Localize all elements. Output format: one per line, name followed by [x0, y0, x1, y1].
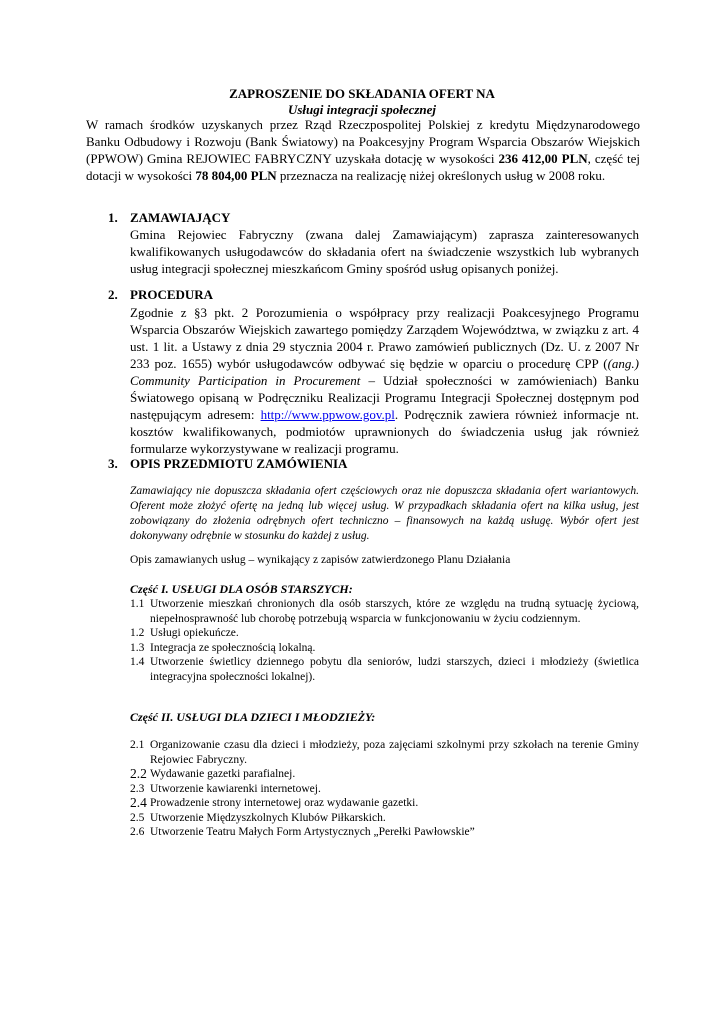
- item-text: Organizowanie czasu dla dzieci i młodzieży, poza zajęciami szkolnymi przy szkołach na terenie Gminy Rejowiec Fabryczny.: [150, 739, 639, 766]
- section-2-title: PROCEDURA: [130, 287, 214, 302]
- item-text: Usługi opiekuńcze.: [150, 627, 239, 639]
- section-1-number: 1.: [108, 210, 118, 225]
- item-number: 2.4: [130, 795, 147, 810]
- item-number: 1.4: [130, 656, 145, 668]
- list-item: [130, 655, 639, 684]
- list-item: [130, 626, 639, 641]
- item-text: Wydawanie gazetki parafialnej.: [150, 768, 296, 780]
- intro-text-2: , część tej dotacji w wysokości: [86, 151, 641, 183]
- section-2-body: [130, 304, 639, 457]
- section-3-description: Opis zamawianych usług – wynikający z zapisów zatwierdzonego Planu Działania: [130, 554, 511, 566]
- intro-text-3: przeznacza na realizację niżej określonych usług w 2008 roku.: [279, 168, 606, 183]
- part-2-heading: Część II. USŁUGI DLA DZIECI I MŁODZIEŻY:: [130, 710, 376, 724]
- section-2-heading: [108, 287, 213, 303]
- item-number: 1.2: [130, 627, 145, 639]
- list-item: [130, 796, 639, 811]
- item-number: 2.5: [130, 811, 145, 824]
- part-2-list: [130, 738, 639, 840]
- document-subtitle: Usługi integracji społecznej: [287, 102, 437, 117]
- part-1-heading: Część I. USŁUGI DLA OSÓB STARSZYCH:: [130, 582, 353, 596]
- ppwow-link[interactable]: http://www.ppwow.gov.pl: [260, 407, 395, 422]
- document-title: ZAPROSZENIE DO SKŁADANIA OFERT NA: [229, 86, 495, 101]
- section-2-body-a: Zgodnie z §3 pkt. 2 Porozumienia o współpracy przy realizacji Poakcesyjnego Programu Wsparcia Obszarów Wiejskich zawartego pomiędzy Zarządem Województwa, w związku z art. 4 ust. 1 lit. a Ustawy z dnia 29 stycznia 2004 r. Prawo zamówień publicznych (Dz. U. z 2007 Nr 233 poz. 1655) wybór usługodawców odbywać się będzie w oparciu o procedurę CPP (: [130, 305, 639, 371]
- list-item: [130, 641, 639, 656]
- list-item: [130, 597, 639, 626]
- section-3-number: 3.: [108, 456, 118, 471]
- item-text: Utworzenie mieszkań chronionych dla osób starszych, które ze względu na trudną sytuację życiową, niepełnosprawność lub chorobę potrzebują wsparcia w funkcjonowaniu w życiu codziennym.: [150, 598, 639, 625]
- list-item: [130, 811, 639, 826]
- section-1-title: ZAMAWIAJĄCY: [130, 210, 231, 225]
- item-number: 2.1: [130, 739, 145, 751]
- section-3-heading: [108, 456, 347, 472]
- section-1-body: Gmina Rejowiec Fabryczny (zwana dalej Zamawiającym) zaprasza zainteresowanych kwalifikowanych usługodawców do składania ofert na świadczenie wszystkich lub wybranych usług integracji społecznej mieszkańcom Gminy spośród usług opisanych poniżej.: [130, 227, 639, 276]
- section-1-heading: [108, 210, 230, 226]
- item-text: Integracja ze społecznością lokalną.: [150, 641, 316, 654]
- list-item: [130, 767, 639, 782]
- list-item: [130, 782, 639, 797]
- item-text: Prowadzenie strony internetowej oraz wydawanie gazetki.: [150, 797, 419, 809]
- section-2-body-c: . Podręcznik zawiera również informacje nt. kosztów kwalifikowanych, podmiotów uprawnionych do świadczenia usług jak również formularze wykorzystywane w realizacji programu.: [130, 407, 639, 456]
- section-2-body-italic: (ang.) Community Participation in Procurement: [130, 356, 639, 388]
- section-3-note: Zamawiający nie dopuszcza składania ofert częściowych oraz nie dopuszcza składania ofert wariantowych. Oferent może złożyć ofertę na jedną lub więcej usług. W przypadkach składania ofert na kilka usług, jest zobowiązany do złożenia odrębnych ofert techniczno – finansowych na każdą usługę. Wybór ofert jest dokonywany odrębnie w stosunku do każdej z usług.: [130, 485, 639, 542]
- item-text: Utworzenie kawiarenki internetowej.: [150, 782, 321, 795]
- intro-paragraph: [86, 116, 640, 184]
- part-1-list: [130, 597, 639, 684]
- intro-amount-2: 78 804,00 PLN: [195, 168, 277, 183]
- section-3-title: OPIS PRZEDMIOTU ZAMÓWIENIA: [130, 456, 348, 471]
- item-text: Utworzenie Teatru Małych Form Artystycznych „Perełki Pawłowskie”: [150, 826, 475, 838]
- item-number: 1.3: [130, 641, 145, 654]
- list-item: [130, 738, 639, 767]
- item-text: Utworzenie świetlicy dziennego pobytu dla seniorów, ludzi starszych, dzieci i młodzieży (świetlica integracyjna społeczności lokalnej).: [150, 656, 639, 683]
- item-number: 2.3: [130, 782, 145, 795]
- list-item: [130, 825, 639, 840]
- section-2-number: 2.: [108, 287, 118, 302]
- intro-text-1: W ramach środków uzyskanych przez Rząd Rzeczpospolitej Polskiej z kredytu Międzynarodowego Banku Odbudowy i Rozwoju (Bank Światowy) na Poakcesyjny Program Wsparcia Obszarów Wiejskich (PPWOW) Gmina REJOWIEC FABRYCZNY uzyskała dotację w wysokości: [86, 117, 640, 166]
- item-number: 2.6: [130, 826, 145, 838]
- section-2-body-b: – Udział społeczności w zamówieniach) Banku Światowego opisaną w Podręczniku Realizacji Programu Integracji Społecznej dostępnym pod następującym adresem:: [130, 373, 639, 422]
- intro-amount-1: 236 412,00 PLN: [498, 151, 588, 166]
- item-number: 2.2: [130, 766, 147, 781]
- item-number: 1.1: [130, 598, 145, 610]
- item-text: Utworzenie Międzyszkolnych Klubów Piłkarskich.: [150, 811, 386, 824]
